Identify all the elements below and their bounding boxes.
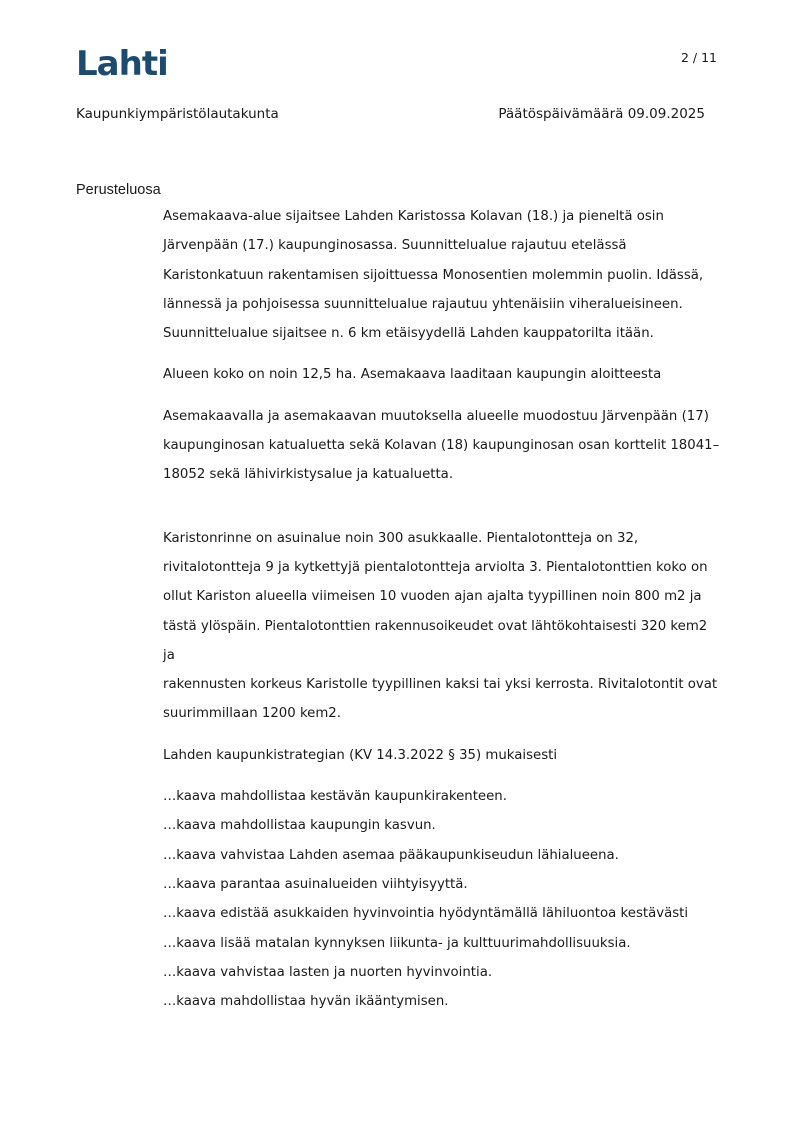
organization-name: Kaupunkiympäristölautakunta: [76, 106, 279, 122]
text-line: rakennusten korkeus Karistolle tyypillinen kaksi tai yksi kerrosta. Rivitalotontit ovat: [163, 677, 718, 693]
strategy-list: [163, 782, 723, 1016]
text-line: Lahden kaupunkistrategian (KV 14.3.2022 § 35) mukaisesti: [163, 747, 558, 763]
paragraph-strategy: [163, 741, 723, 770]
text-line: tästä ylöspäin. Pientalotonttien rakennusoikeudet ovat lähtökohtaisesti 320 kem2 ja: [163, 618, 708, 663]
list-item: …kaava vahvistaa lasten ja nuorten hyvinvointia.: [163, 964, 493, 980]
paragraph-area-size: [163, 360, 723, 389]
paragraph-plan-content: [163, 402, 723, 490]
text-line: kaupunginosan katualuetta sekä Kolavan (18) kaupunginosan osan korttelit 18041–: [163, 438, 720, 454]
list-item: …kaava vahvistaa Lahden asemaa pääkaupunkiseudun lähialueena.: [163, 847, 619, 863]
text-line: Asemakaava-alue sijaitsee Lahden Karistossa Kolavan (18.) ja pieneltä osin: [163, 209, 664, 224]
text-line: 18052 sekä lähivirkistysalue ja katualuetta.: [163, 467, 454, 483]
text-line: rivitalotontteja 9 ja kytkettyjä pientalotontteja arviolta 3. Pientalotonttien koko on: [163, 559, 708, 575]
list-item: …kaava parantaa asuinalueiden viihtyisyyttä.: [163, 876, 468, 892]
list-item: …kaava lisää matalan kynnyksen liikunta- ja kulttuurimahdollisuuksia.: [163, 935, 631, 951]
text-line: Järvenpään (17.) kaupunginosassa. Suunnittelualue rajautuu etelässä: [163, 238, 627, 254]
text-line: Asemakaavalla ja asemakaavan muutoksella alueelle muodostuu Järvenpään (17): [163, 408, 709, 424]
list-item: …kaava mahdollistaa kaupungin kasvun.: [163, 818, 436, 834]
paragraph-location: [163, 202, 723, 348]
page-number: 2 / 11: [680, 50, 717, 65]
text-line: Alueen koko on noin 12,5 ha. Asemakaava laaditaan kaupungin aloitteesta: [163, 367, 662, 383]
list-item: …kaava mahdollistaa kestävän kaupunkirakenteen.: [163, 789, 507, 805]
text-line: Suunnittelualue sijaitsee n. 6 km etäisyydellä Lahden kauppatorilta itään.: [163, 326, 654, 342]
list-item: …kaava edistää asukkaiden hyvinvointia hyödyntämällä lähiluontoa kestävästi: [163, 906, 689, 922]
document-body: [163, 202, 723, 1016]
text-line: Karistonrinne on asuinalue noin 300 asukkaalle. Pientalotontteja on 32,: [163, 530, 639, 546]
list-item: …kaava mahdollistaa hyvän ikääntymisen.: [163, 994, 449, 1010]
text-line: ollut Kariston alueella viimeisen 10 vuoden ajan ajalta tyypillinen noin 800 m2 ja: [163, 589, 702, 605]
text-line: lännessä ja pohjoisessa suunnittelualue rajautuu yhtenäisiin viheralueisineen.: [163, 296, 683, 312]
decision-date: Päätöspäivämäärä 09.09.2025: [498, 106, 705, 122]
text-line: suurimmillaan 1200 kem2.: [163, 706, 341, 722]
text-line: Karistonkatuun rakentamisen sijoittuessa Monosentien molemmin puolin. Idässä,: [163, 267, 704, 283]
paragraph-residential-area: [163, 524, 723, 729]
lahti-logo: Lahti: [76, 44, 168, 84]
section-title: Perusteluosa: [76, 182, 161, 198]
